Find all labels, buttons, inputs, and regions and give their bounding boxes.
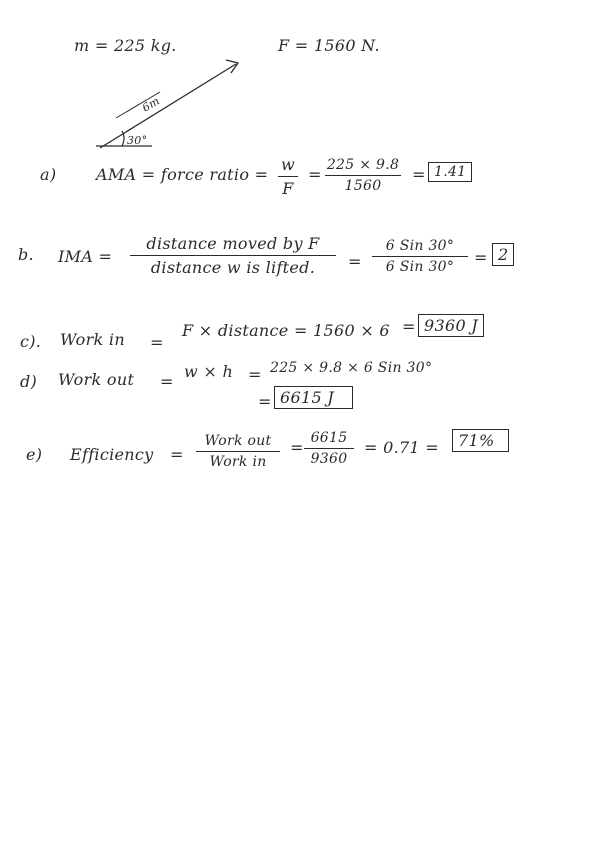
part-e-frac2-num: 6615	[310, 430, 348, 446]
part-e-eq2: =	[290, 438, 304, 457]
part-d-lhs: Work out	[58, 370, 135, 389]
part-c-answer: 9360 J	[418, 314, 484, 337]
part-a-frac1-den: F	[282, 179, 294, 198]
part-b-lhs: IMA =	[58, 247, 113, 266]
part-e-frac1-num: Work out	[204, 433, 272, 449]
part-c-label: c).	[20, 332, 42, 351]
part-a-frac2-num: 225 × 9.8	[326, 157, 400, 173]
part-d-eq2: =	[248, 365, 262, 384]
part-d-expr: w × h	[184, 362, 234, 381]
part-e-frac2	[304, 430, 354, 467]
part-b-frac1-num: distance moved by F	[146, 234, 320, 253]
given-force: F = 1560 N.	[278, 36, 380, 55]
part-b-answer: 2	[492, 243, 514, 266]
part-b-frac2-num: 6 Sin 30°	[385, 238, 455, 254]
part-a-frac1	[278, 155, 298, 198]
part-a-lhs: AMA = force ratio =	[96, 165, 269, 184]
angle-arc	[122, 131, 124, 146]
part-b-eq2: =	[474, 248, 488, 267]
part-d-answer: 6615 J	[274, 386, 353, 409]
part-e-eq1: =	[170, 445, 184, 464]
part-b-label: b.	[18, 245, 34, 264]
part-e-answer: 71%	[452, 429, 509, 452]
part-a-frac2	[325, 157, 401, 194]
part-d-label: d)	[20, 372, 38, 391]
slope-length-label: 6m	[139, 94, 163, 115]
part-a-label: a)	[40, 165, 57, 184]
part-b-frac2-den: 6 Sin 30°	[385, 259, 455, 275]
part-b-frac1	[130, 234, 336, 277]
incline-line	[100, 64, 236, 148]
part-c-expr: F × distance = 1560 × 6	[182, 321, 390, 340]
part-e-eq3: = 0.71 =	[364, 438, 440, 457]
part-d-eq3: =	[258, 392, 272, 411]
given-mass: m = 225 kg.	[74, 36, 177, 55]
part-e-label: e)	[26, 445, 43, 464]
part-a-eq1: =	[308, 165, 322, 184]
part-d-eq1: =	[160, 372, 174, 391]
part-a-frac2-den: 1560	[344, 178, 382, 194]
part-a-answer: 1.41	[428, 162, 472, 182]
part-d-expr2: 225 × 9.8 × 6 Sin 30°	[270, 360, 433, 376]
part-e-frac1	[196, 433, 280, 470]
part-b-eq1: =	[348, 252, 362, 271]
angle-label: 30°	[127, 134, 148, 147]
part-a-frac1-num: w	[281, 155, 295, 174]
part-b-frac1-den: distance w is lifted.	[150, 258, 316, 277]
part-e-lhs: Efficiency	[70, 445, 154, 464]
part-a-eq2: =	[412, 165, 426, 184]
part-c-eq2: =	[402, 317, 416, 336]
part-c-eq1: =	[150, 333, 164, 352]
part-e-frac1-den: Work in	[209, 454, 267, 470]
part-b-frac2	[372, 238, 468, 275]
part-c-lhs: Work in	[60, 330, 125, 349]
part-e-frac2-den: 9360	[310, 451, 348, 467]
